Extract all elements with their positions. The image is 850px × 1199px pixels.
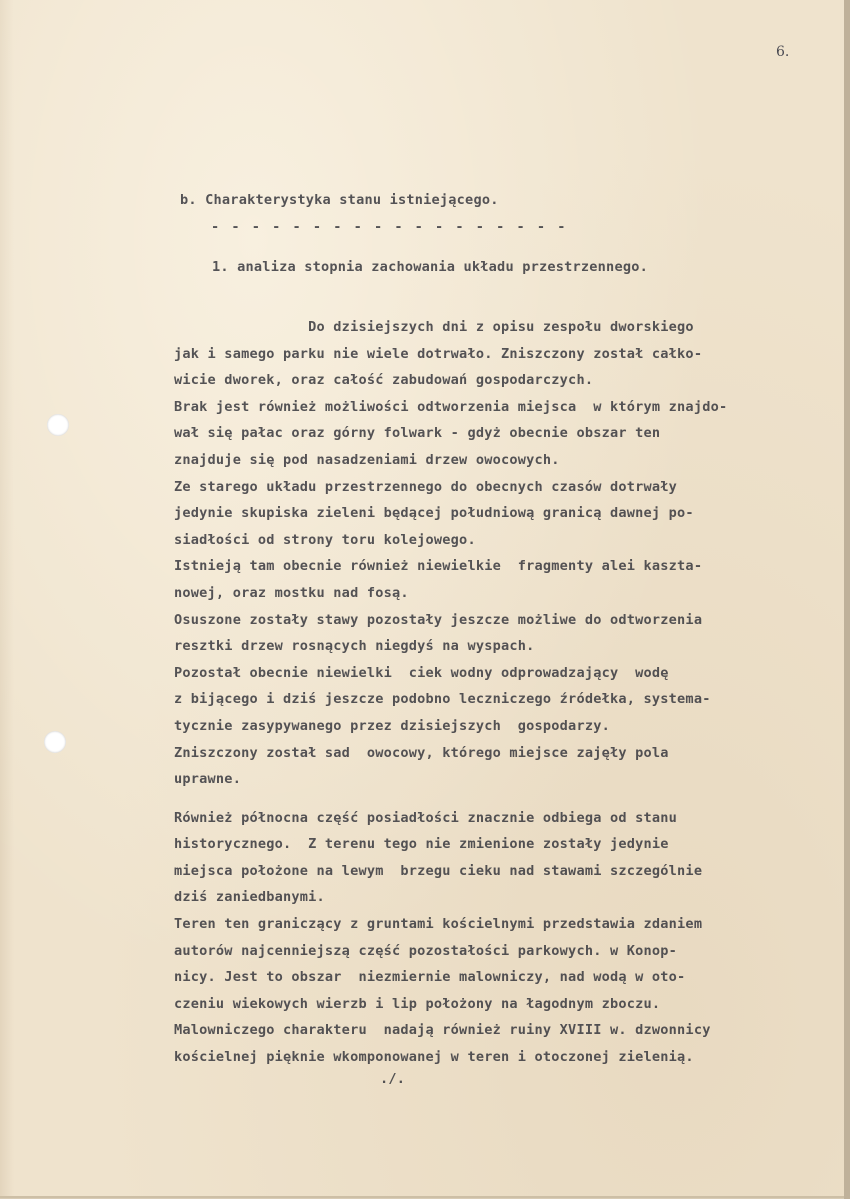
text-line: Również północna część posiadłości znacznie odbiega od stanu xyxy=(174,809,678,826)
text-line: Teren ten graniczący z gruntami kościelnymi przedstawia zdaniem xyxy=(174,916,703,933)
text-line: Ze starego układu przestrzennego do obecnych czasów dotrwały xyxy=(174,478,678,495)
text-line: Pozostał obecnie niewielki ciek wodny odprowadzający wodę xyxy=(174,664,669,681)
body-text xyxy=(174,314,727,1071)
text-line: Zniszczony został sad owocowy, którego miejsce zajęły pola xyxy=(174,744,669,761)
text-line: jedynie skupiska zieleni będącej południową granicą dawnej po- xyxy=(174,505,694,522)
text-line: historycznego. Z terenu tego nie zmienione zostały jedynie xyxy=(174,836,669,853)
text-line: resztki drzew rosnących niegdyś na wyspach. xyxy=(174,638,535,655)
text-line: uprawne. xyxy=(174,771,242,788)
text-line: wicie dworek, oraz całość zabudowań gospodarczych. xyxy=(174,372,594,389)
paragraph-gap xyxy=(174,793,727,805)
text-line: jak i samego parku nie wiele dotrwało. Zniszczony został całko- xyxy=(174,345,703,362)
text-line: Do dzisiejszych dni z opisu zespołu dworskiego xyxy=(174,319,694,335)
text-line: Osuszone zostały stawy pozostały jeszcze możliwe do odtworzenia xyxy=(174,611,703,628)
subsection-heading: 1. analiza stopnia zachowania układu przestrzennego. xyxy=(212,259,648,275)
text-line: czeniu wiekowych wierzb i lip położony na łagodnym zboczu. xyxy=(174,995,661,1012)
section-heading: b. Charakterystyka stanu istniejącego. xyxy=(180,192,499,208)
text-line: nicy. Jest to obszar niezmiernie malowniczy, nad wodą w oto- xyxy=(174,969,686,986)
text-line: z bijącego i dziś jeszcze podobno leczniczego źródełka, systema- xyxy=(174,691,711,708)
text-line: kościelnej pięknie wkomponowanej w teren i otoczonej zielenią. xyxy=(174,1049,694,1066)
punch-hole-top xyxy=(47,414,69,436)
text-line: Brak jest również możliwości odtworzenia miejsca w którym znajdo- xyxy=(174,398,728,415)
page-edge-shadow xyxy=(844,0,850,1199)
text-line: autorów najcenniejszą część pozostałości parkowych. w Konop- xyxy=(174,942,678,959)
continuation-mark: ./. xyxy=(380,1071,406,1087)
text-line: Malowniczego charakteru nadają również ruiny XVIII w. dzwonnicy xyxy=(174,1022,711,1039)
page-number: 6. xyxy=(776,44,790,60)
punch-hole-bottom xyxy=(44,731,66,753)
text-line: tycznie zasypywanego przez dzisiejszych gospodarzy. xyxy=(174,717,610,734)
text-line: miejsca położone na lewym brzegu cieku nad stawami szczególnie xyxy=(174,862,703,879)
text-line: nowej, oraz mostku nad fosą. xyxy=(174,584,409,601)
text-line: siadłości od strony toru kolejowego. xyxy=(174,531,476,548)
heading-underline: - - - - - - - - - - - - - - - - - - xyxy=(211,219,568,235)
text-line: wał się pałac oraz górny folwark - gdyż obecnie obszar ten xyxy=(174,425,661,442)
text-line: dziś zaniedbanymi. xyxy=(174,889,325,906)
text-line: znajduje się pod nasadzeniami drzew owocowych. xyxy=(174,451,560,468)
text-line: Istnieją tam obecnie również niewielkie fragmenty alei kaszta- xyxy=(174,558,703,575)
